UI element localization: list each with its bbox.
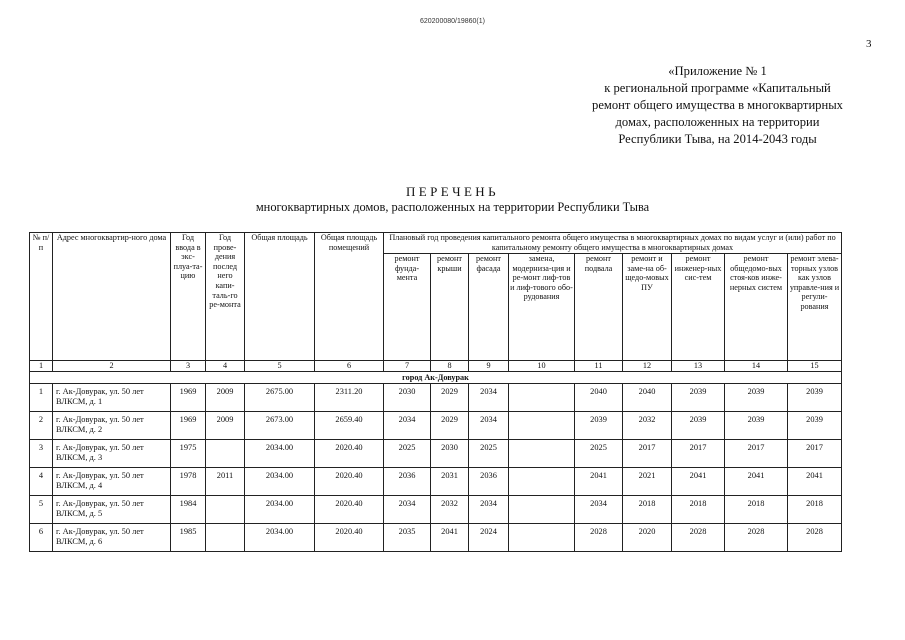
table-cell: 2029: [431, 384, 469, 412]
subheader-risers: ремонт общедомо-вых стоя-ков инже-нерных систем: [725, 254, 788, 361]
table-cell: 2041: [725, 468, 788, 496]
table-cell: 1975: [171, 440, 206, 468]
table-row: [30, 496, 842, 524]
table-cell: 2025: [575, 440, 623, 468]
table-cell: 2021: [623, 468, 672, 496]
table-cell: [509, 496, 575, 524]
header-premises-area: Общая площадь помещений: [315, 233, 384, 361]
table-cell: 2020.40: [315, 496, 384, 524]
appendix-line: к региональной программе «Капитальный: [604, 81, 831, 95]
header-num: № п/п: [30, 233, 53, 361]
table-cell: 2041: [672, 468, 725, 496]
column-number: 15: [788, 361, 842, 372]
table-cell: [509, 384, 575, 412]
table-cell: 2032: [623, 412, 672, 440]
table-cell: [509, 468, 575, 496]
table-row: [30, 440, 842, 468]
header-row: [30, 233, 842, 254]
table-cell: 2025: [384, 440, 431, 468]
table-cell: 3: [30, 440, 53, 468]
table-cell: 1978: [171, 468, 206, 496]
document-subtitle: многоквартирных домов, расположенных на территории Республики Тыва: [255, 200, 650, 214]
table-cell: г. Ак-Довурак, ул. 50 лет ВЛКСМ, д. 5: [53, 496, 171, 524]
table-cell: г. Ак-Довурак, ул. 50 лет ВЛКСМ, д. 1: [53, 384, 171, 412]
document-title: ПЕРЕЧЕНЬ: [406, 184, 499, 199]
table-cell: 4: [30, 468, 53, 496]
column-number: 3: [171, 361, 206, 372]
table-cell: [509, 524, 575, 552]
header-planned-year: Плановый год проведения капитального ремонта общего имущества в многоквартирных домах по видам услуг и (или) работ по капитальному ремонту общего имущества в многоквартирных домах: [384, 233, 842, 254]
table-cell: 2024: [469, 524, 509, 552]
table-cell: 2039: [672, 384, 725, 412]
table-row: [30, 524, 842, 552]
table-cell: 2034: [469, 412, 509, 440]
column-number: 5: [245, 361, 315, 372]
table-cell: 2020: [623, 524, 672, 552]
table-cell: 2040: [575, 384, 623, 412]
appendix-line: домах, расположенных на территории: [615, 115, 820, 129]
table-cell: 2034: [469, 496, 509, 524]
table-cell: 6: [30, 524, 53, 552]
table-cell: 2041: [788, 468, 842, 496]
table-cell: 2017: [788, 440, 842, 468]
column-number: 9: [469, 361, 509, 372]
table-cell: [206, 524, 245, 552]
table-cell: 2: [30, 412, 53, 440]
table-cell: 2030: [431, 440, 469, 468]
table-cell: 2311.20: [315, 384, 384, 412]
table-cell: 2039: [788, 384, 842, 412]
table-cell: 2028: [575, 524, 623, 552]
appendix-line: «Приложение № 1: [668, 64, 767, 78]
city-name: город Ак-Довурак: [30, 372, 842, 384]
document-id: 620200080/19860(1): [419, 18, 485, 25]
table-cell: 2018: [788, 496, 842, 524]
table-cell: 2034.00: [245, 524, 315, 552]
table-cell: 2011: [206, 468, 245, 496]
table-cell: 2028: [672, 524, 725, 552]
table-cell: г. Ак-Довурак, ул. 50 лет ВЛКСМ, д. 2: [53, 412, 171, 440]
subheader-elevators: замена, модерниза-ция и ре-монт лиф-тов и лиф-тового обо-рудования: [509, 254, 575, 361]
table-cell: 1984: [171, 496, 206, 524]
table-cell: 1985: [171, 524, 206, 552]
table-cell: 2039: [672, 412, 725, 440]
table-cell: 2673.00: [245, 412, 315, 440]
column-number: 12: [623, 361, 672, 372]
subheader-basement: ремонт подвала: [575, 254, 623, 361]
table-cell: 2039: [725, 384, 788, 412]
city-row: [30, 372, 842, 384]
column-number: 14: [725, 361, 788, 372]
table-cell: 2017: [725, 440, 788, 468]
table-cell: 2020.40: [315, 524, 384, 552]
table-cell: 2028: [788, 524, 842, 552]
table-cell: 2039: [788, 412, 842, 440]
table-cell: 2041: [575, 468, 623, 496]
table-cell: 2032: [431, 496, 469, 524]
table-cell: 2036: [469, 468, 509, 496]
table-cell: 2034.00: [245, 496, 315, 524]
table-cell: 2035: [384, 524, 431, 552]
subheader-roof: ремонт крыши: [431, 254, 469, 361]
header-total-area: Общая площадь: [245, 233, 315, 361]
table-cell: 2034.00: [245, 468, 315, 496]
table-cell: 2034: [384, 496, 431, 524]
table-cell: 2028: [725, 524, 788, 552]
table-cell: 2017: [623, 440, 672, 468]
subheader-engineering: ремонт инженер-ных сис-тем: [672, 254, 725, 361]
table-cell: 2659.40: [315, 412, 384, 440]
table-cell: 2031: [431, 468, 469, 496]
column-number: 11: [575, 361, 623, 372]
table-cell: г. Ак-Довурак, ул. 50 лет ВЛКСМ, д. 4: [53, 468, 171, 496]
buildings-table: [29, 232, 842, 552]
header-last-repair: Год прове-дения послед него капи-таль-го ре-монта: [206, 233, 245, 361]
table-cell: [206, 496, 245, 524]
header-year-built: Год ввода в экс-плуа-та-цию: [171, 233, 206, 361]
column-number: 8: [431, 361, 469, 372]
column-number: 4: [206, 361, 245, 372]
appendix-note: [560, 63, 875, 148]
subheader-facade: ремонт фасада: [469, 254, 509, 361]
table-cell: 2025: [469, 440, 509, 468]
table-cell: 5: [30, 496, 53, 524]
table-cell: 2030: [384, 384, 431, 412]
table-cell: г. Ак-Довурак, ул. 50 лет ВЛКСМ, д. 3: [53, 440, 171, 468]
table-cell: 1969: [171, 412, 206, 440]
subheader-elevator-nodes: ремонт элева-торных узлов как узлов управле-ния и регули-рования: [788, 254, 842, 361]
table-cell: 2040: [623, 384, 672, 412]
table-cell: 2034: [384, 412, 431, 440]
column-number: 10: [509, 361, 575, 372]
column-number-row: [30, 361, 842, 372]
table-cell: 2036: [384, 468, 431, 496]
table-cell: 2018: [725, 496, 788, 524]
appendix-line: ремонт общего имущества в многоквартирных: [592, 98, 843, 112]
table-cell: 2020.40: [315, 468, 384, 496]
header-address: Адрес многоквартир-ного дома: [53, 233, 171, 361]
table-cell: 2017: [672, 440, 725, 468]
table-cell: 2034.00: [245, 440, 315, 468]
column-number: 6: [315, 361, 384, 372]
table-cell: 2034: [575, 496, 623, 524]
table-cell: 1969: [171, 384, 206, 412]
table-row: [30, 412, 842, 440]
table-row: [30, 384, 842, 412]
table-cell: 2675.00: [245, 384, 315, 412]
table-cell: 2039: [725, 412, 788, 440]
column-number: 13: [672, 361, 725, 372]
table-cell: 2039: [575, 412, 623, 440]
table-cell: 2009: [206, 412, 245, 440]
table-cell: [509, 440, 575, 468]
table-cell: 2018: [672, 496, 725, 524]
column-number: 1: [30, 361, 53, 372]
table-cell: 2041: [431, 524, 469, 552]
table-cell: [206, 440, 245, 468]
table-cell: 1: [30, 384, 53, 412]
column-number: 2: [53, 361, 171, 372]
table-cell: 2018: [623, 496, 672, 524]
column-number: 7: [384, 361, 431, 372]
table-cell: 2020.40: [315, 440, 384, 468]
appendix-line: Республики Тыва, на 2014-2043 годы: [618, 132, 817, 146]
table-cell: 2034: [469, 384, 509, 412]
table-cell: г. Ак-Довурак, ул. 50 лет ВЛКСМ, д. 6: [53, 524, 171, 552]
page-number: 3: [866, 38, 872, 50]
table-cell: [509, 412, 575, 440]
table-cell: 2029: [431, 412, 469, 440]
table-cell: 2009: [206, 384, 245, 412]
table-row: [30, 468, 842, 496]
subheader-foundation: ремонт фунда-мента: [384, 254, 431, 361]
subheader-meters: ремонт и заме-на об-щедо-мовых ПУ: [623, 254, 672, 361]
